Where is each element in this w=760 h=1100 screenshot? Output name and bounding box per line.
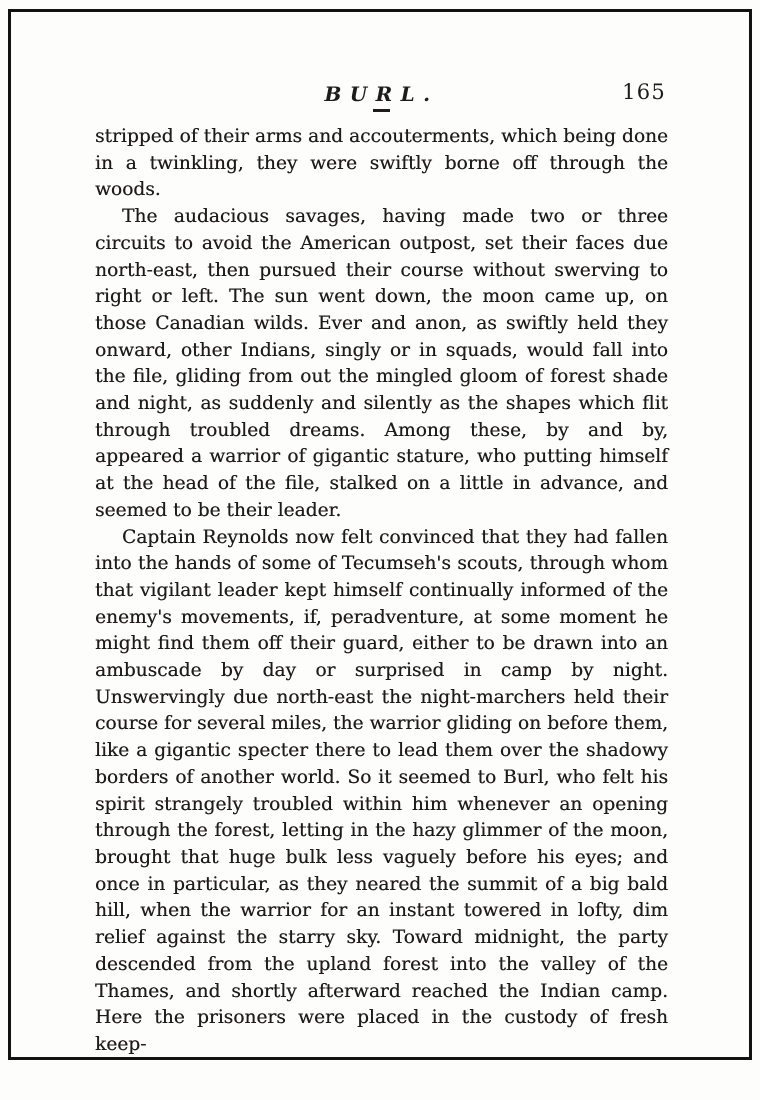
page-content bbox=[95, 0, 668, 1059]
page-number: 165 bbox=[622, 80, 666, 104]
paragraph-continued: stripped of their arms and accouterments, which being done in a twinkling, they were swiftly borne off through the woods. bbox=[95, 126, 668, 201]
running-header bbox=[95, 82, 668, 110]
paragraph: The audacious savages, having made two or three circuits to avoid the American outpost, set their faces due north-east, then pursued their course without swerving to right or left. The sun went down, the moon came up, on those Canadian wilds. Ever and anon, as swiftly held they onward, other Indians, singly or in squads, would fall into the file, gliding from out the mingled gloom of forest shade and night, as suddenly and silently as the shapes which flit through troubled dreams. Among these, by and by, appeared a warrior of gigantic stature, who putting himself at the head of the file, stalked on a little in advance, and seemed to be their leader. bbox=[95, 206, 668, 521]
page-body-text bbox=[95, 124, 668, 1059]
paragraph: Captain Reynolds now felt convinced that they had fallen into the hands of some of Tecumseh's scouts, through whom that vigilant leader kept himself continually informed of the enemy's movements, if, peradventure, at some moment he might find them off their guard, either to be drawn into an ambuscade by day or surprised in camp by night. Unswervingly due north-east the night-marchers held their course for several miles, the warrior gliding on before them, like a gigantic specter there to lead them over the shadowy borders of another world. So it seemed to Burl, who felt his spirit strangely troubled within him whenever an opening through the forest, letting in the hazy glimmer of the moon, brought that huge bulk less vaguely before his eyes; and once in particular, as they neared the summit of a big bald hill, when the warrior for an instant towered in lofty, dim relief against the starry sky. Toward midnight, the party descended from the upland forest into the valley of the Thames, and shortly afterward reached the Indian camp. Here the prisoners were placed in the custody of fresh keep- bbox=[95, 526, 668, 1055]
running-header-title: BURL. bbox=[95, 82, 668, 112]
